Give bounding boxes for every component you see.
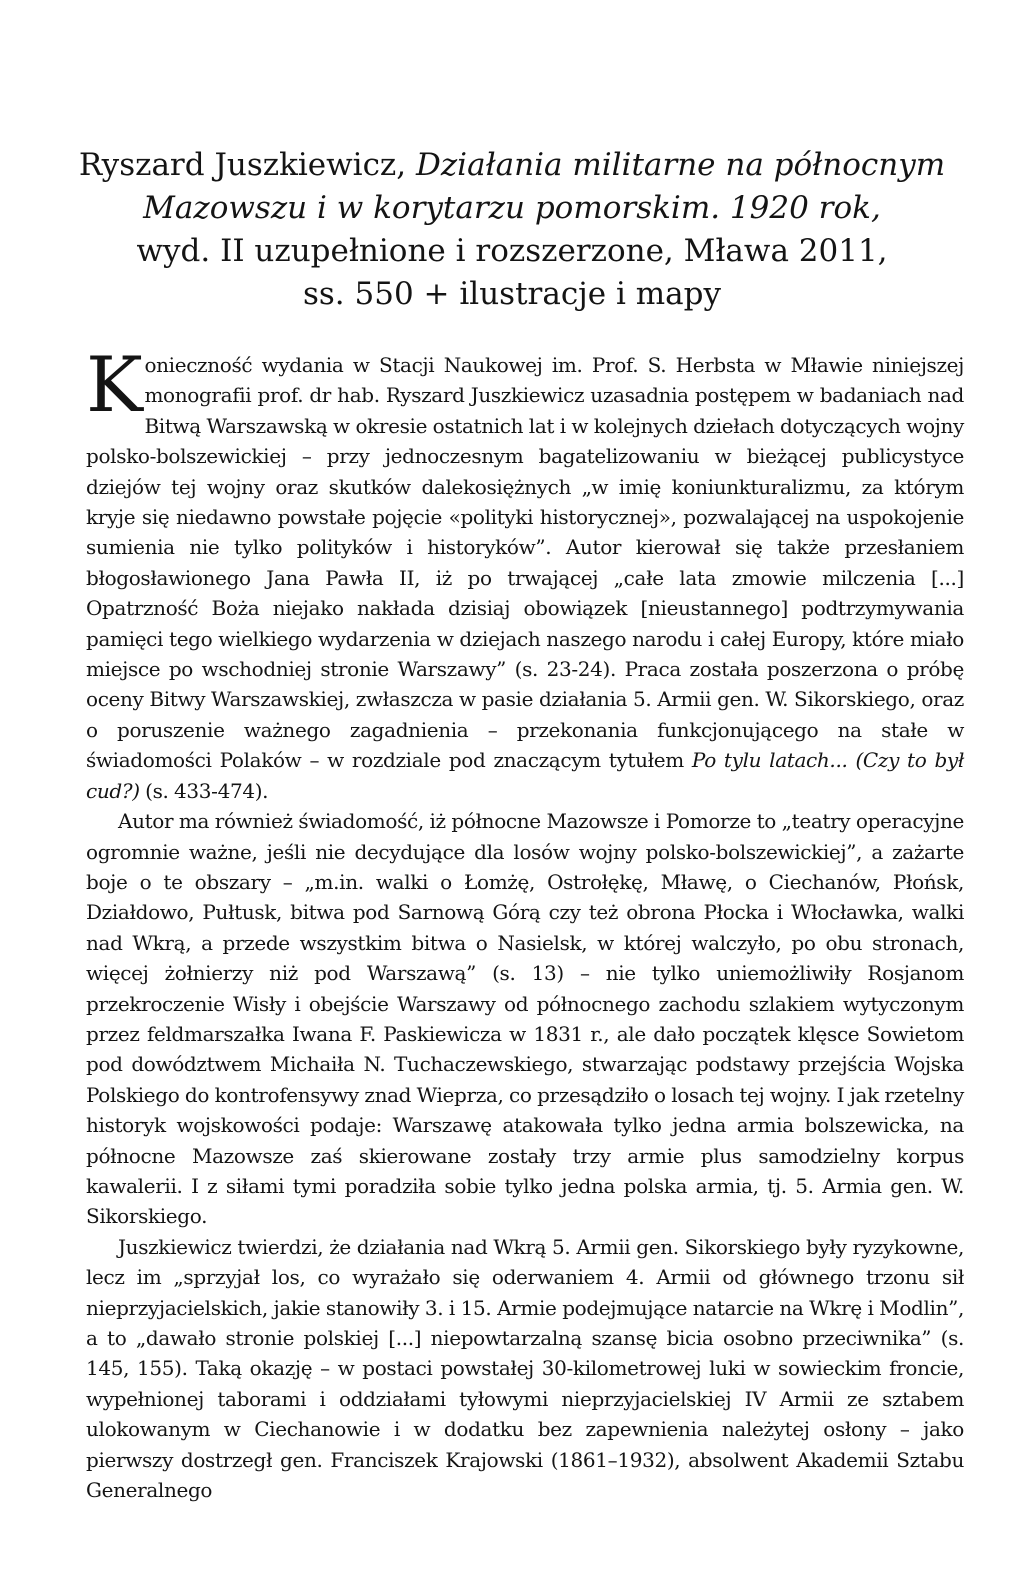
paragraph-3: Juszkiewicz twierdzi, że działania nad Wkrą 5. Armii gen. Sikorskiego były ryzykowne, lecz im „sprzyjał los, co wyrażało się oderwaniem 4. Armii od głównego trzonu sił nieprzyjacielskich, jakie stanowiły 3. i 15. Armie podejmujące natarcie na Wkrę i Modlin”, a to „dawało stronie polskiej [...] niepowtarzalną szansę bicia osobno przeciwnika” (s. 145, 155). Taką okazję – w postaci powstałej 30-kilometrowej luki w sowieckim froncie, wypełnionej taborami i oddziałami tyłowymi nieprzyjacielskiej IV Armii ze sztabem ulokowanym w Ciechanowie i w dodatku bez zapewnienia należytej osłony – jako pierwszy dostrzegł gen. Franciszek Krajowski (1861–1932), absolwent Akademii Sztabu Generalnego <box>86 1234 964 1503</box>
paragraph-1-text-b: (s. 433-474). <box>139 778 269 803</box>
chapter-title-italic: Po tylu latach... (Czy to był cud?) <box>86 748 964 803</box>
heading-edition: wyd. II uzupełnione i rozszerzone, Mława 2011, <box>136 233 888 269</box>
review-heading <box>70 144 954 316</box>
heading-extent: ss. 550 + ilustracje i mapy <box>302 276 721 312</box>
drop-cap: K <box>86 340 143 429</box>
paragraph-1-text-a: onieczność wydania w Stacji Naukowej im. Prof. S. Herbsta w Mławie niniejszej monografii prof. dr hab. Ryszard Juszkiewicz uzasadnia postępem w badaniach nad Bitwą Warszawską w okresie ostatnich lat i w kolejnych dziełach dotyczących wojny polsko-bolszewickiej – przy jednoczesnym bagatelizowaniu w bieżącej publicystyce dziejów tej wojny oraz skutków dalekosiężnych „w imię koniunkturalizmu, za którym kryje się niedawno powstałe pojęcie «polityki historycznej», pozwalającej na uspokojenie sumienia nie tylko polityków i historyków”. Autor kierował się także przesłaniem błogosławionego Jana Pawła II, iż po trwającej „całe lata zmowie milczenia [...] Opatrzność Boża niejako nakłada dzisiaj obowiązek [nieustannego] podtrzymywania pamięci tego wielkiego wydarzenia w dziejach naszego narodu i całej Europy, które miało miejsce po wschodniej stronie Warszawy” (s. 23-24). Praca została poszerzona o próbę oceny Bitwy Warszawskiej, zwłaszcza w pasie działania 5. Armii gen. W. Sikorskiego, oraz o poruszenie ważnego zagadnienia – przekonania funkcjonującego na stałe w świadomości Polaków – w rozdziale pod znaczącym tytułem <box>86 353 964 773</box>
heading-author: Ryszard Juszkiewicz, <box>78 147 416 183</box>
review-body <box>86 340 964 1505</box>
heading-title: Działania militarne na północnym Mazowszu i w korytarzu pomorskim. 1920 rok, <box>143 147 946 226</box>
paragraph-1 <box>86 340 964 806</box>
paragraph-2: Autor ma również świadomość, iż północne Mazowsze i Pomorze to „teatry operacyjne ogromnie ważne, jeśli nie decydujące dla losów wojny polsko-bolszewickiej”, a zażarte boje o te obszary – „m.in. walki o Łomżę, Ostrołękę, Mławę, o Ciechanów, Płońsk, Działdowo, Pułtusk, bitwa pod Sarnową Górą czy też obrona Płocka i Włocławka, walki nad Wkrą, a przede wszystkim bitwa o Nasielsk, w której walczyło, po obu stronach, więcej żołnierzy niż pod Warszawą” (s. 13) – nie tylko uniemożliwiły Rosjanom przekroczenie Wisły i obejście Warszawy od północnego zachodu szlakiem wytyczonym przez feldmarszałka Iwana F. Paskiewicza w 1831 r., ale dało początek klęsce Sowietom pod dowództwem Michaiła N. Tuchaczewskiego, stwarzając podstawy przejścia Wojska Polskiego do kontrofensywy znad Wieprza, co przesądziło o losach tej wojny. I jak rzetelny historyk wojskowości podaje: Warszawę atakowała tylko jedna armia bolszewicka, na północne Mazowsze zaś skierowane zostały trzy armie plus samodzielny korpus kawalerii. I z siłami tymi poradziła sobie tylko jedna polska armia, tj. 5. Armia gen. W. Sikorskiego. <box>86 809 964 1229</box>
